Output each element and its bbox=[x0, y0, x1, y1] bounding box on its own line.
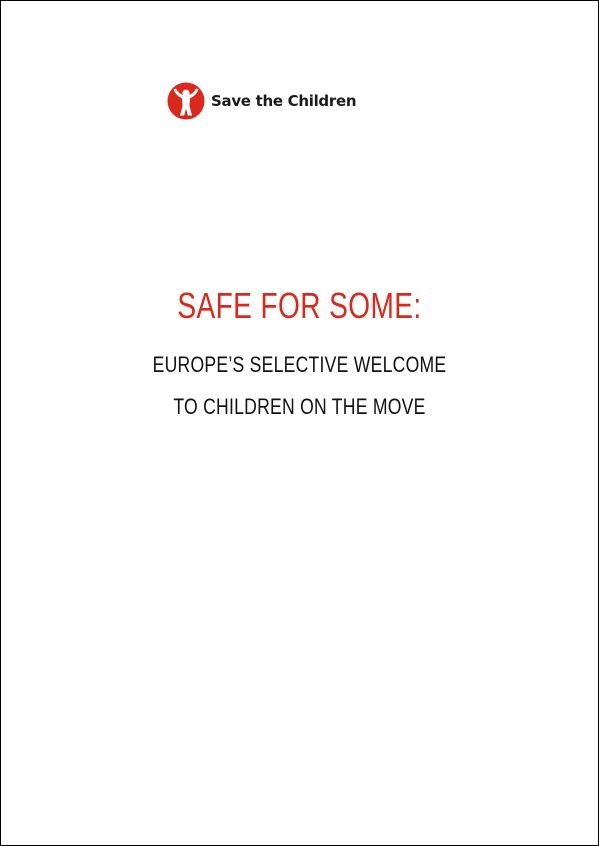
subtitle-line-1: EUROPE’S SELECTIVE WELCOME bbox=[152, 352, 447, 377]
cover-title: SAFE FOR SOME: bbox=[177, 285, 422, 326]
logo-wordmark: Save the Children bbox=[211, 91, 357, 110]
subtitle-line-2: TO CHILDREN ON THE MOVE bbox=[173, 394, 426, 419]
cover-subtitle bbox=[61, 344, 539, 428]
child-figure-logo-icon bbox=[167, 82, 205, 120]
organization-logo bbox=[167, 82, 356, 120]
